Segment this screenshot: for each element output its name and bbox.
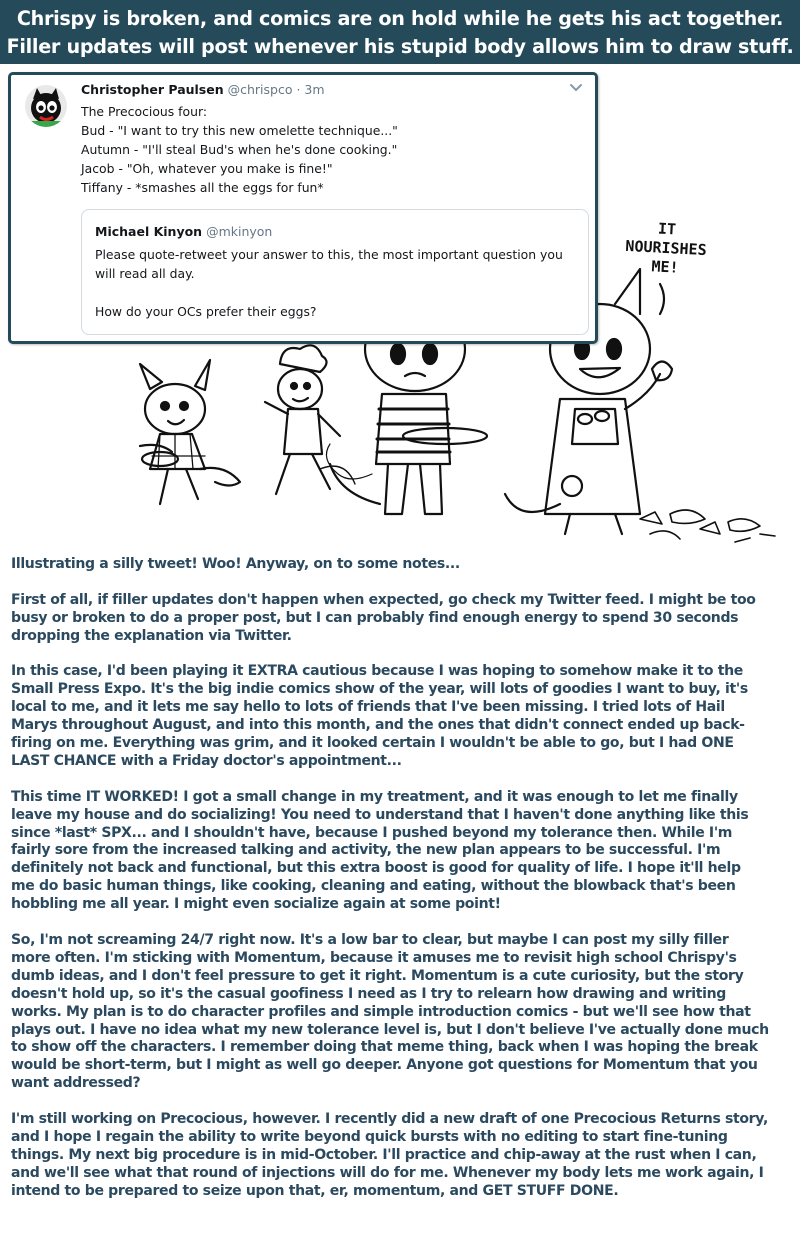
banner-line-2: Filler updates will post whenever his stupid body allows him to draw stuff. xyxy=(6,35,794,58)
text-line: things. My next big procedure is in mid-October. I'll practice and chip-away at the rust when I can, xyxy=(11,1146,757,1163)
blog-post-body xyxy=(11,556,797,1218)
tweet-card xyxy=(8,72,598,344)
paragraph-2 xyxy=(11,592,797,646)
text-line: In this case, I'd been playing it EXTRA cautious because I was hoping to somehow make it to the xyxy=(11,663,743,680)
tweet-author-name[interactable]: Christopher Paulsen xyxy=(81,82,224,97)
quoted-tweet[interactable] xyxy=(81,209,589,335)
text-line: This time IT WORKED! I got a small change in my treatment, and it was enough to let me finally xyxy=(11,788,738,805)
text-line: to show off the characters. I remember doing that meme thing, back when I was hoping the break xyxy=(11,1039,758,1056)
tweet-line: Tiffany - *smashes all the eggs for fun* xyxy=(81,180,324,195)
text-line: hobbling me all year. I might even socialize again at some point! xyxy=(11,896,501,913)
speech-line-1: IT xyxy=(657,219,677,239)
text-line: LAST CHANCE with a Friday doctor's appointment... xyxy=(11,752,402,769)
text-line: I'm still working on Precocious, however. I recently did a new draft of one Precocious Returns story, xyxy=(11,1111,768,1128)
avatar[interactable] xyxy=(25,85,67,127)
text-line: So, I'm not screaming 24/7 right now. It's a low bar to clear, but maybe I can post my silly filler xyxy=(11,931,729,948)
text-line: definitely not back and functional, but this extra boost is good for quality of life. I hope it'll help xyxy=(11,860,741,877)
tweet-line: Jacob - "Oh, whatever you make is fine!" xyxy=(81,161,333,176)
paragraph-1 xyxy=(11,556,797,574)
text-line: intend to be prepared to seize upon that, er, momentum, and GET STUFF DONE. xyxy=(11,1182,619,1199)
text-line: since *last* SPX... and I shouldn't have, because I pushed beyond my tolerance then. While I'm xyxy=(11,824,733,841)
text-line: and I hope I regain the ability to write beyond quick bursts with no editing to start fine-tuning xyxy=(11,1128,728,1145)
quoted-tweet-text xyxy=(95,245,563,321)
text-line: Illustrating a silly tweet! Woo! Anyway, on to some notes... xyxy=(11,556,460,572)
speech-bubble-text xyxy=(605,217,728,280)
text-line: fairly sore from the increased talking and activity, the new plan appears to be successful. I'm xyxy=(11,842,721,859)
tweet-time: · 3m xyxy=(296,82,325,97)
quoted-tweet-header xyxy=(95,224,272,239)
paragraph-4 xyxy=(11,789,797,914)
tweet-line: Bud - "I want to try this new omelette technique..." xyxy=(81,123,398,138)
text-line: local to me, and it lets me say hello to lots of friends that I've been missing. I tried lots of Hail xyxy=(11,699,725,716)
text-line: First of all, if filler updates don't happen when expected, go check my Twitter feed. I might be too xyxy=(11,591,756,608)
quoted-author-handle: @mkinyon xyxy=(206,224,273,239)
speech-line-2: NOURISHES xyxy=(624,236,708,260)
chevron-down-icon[interactable] xyxy=(569,83,583,93)
tweet-header xyxy=(81,82,325,97)
paragraph-3 xyxy=(11,663,797,770)
text-line: plays out. I have no idea what my new tolerance level is, but I don't believe I've actually done much xyxy=(11,1021,769,1038)
quoted-line xyxy=(95,283,563,302)
text-line: and we'll see what that round of injections will do for me. Whenever my body lets me work again, I xyxy=(11,1164,764,1181)
quoted-line: How do your OCs prefer their eggs? xyxy=(95,304,317,319)
tweet-line: The Precocious four: xyxy=(81,104,208,119)
quoted-author-name: Michael Kinyon xyxy=(95,224,203,239)
tweet-author-handle[interactable]: @chrispco xyxy=(227,82,293,97)
text-line: would be short-term, but I might as well go deeper. Anyone got questions for Momentum that you xyxy=(11,1057,758,1074)
tweet-line: Autumn - "I'll steal Bud's when he's done cooking." xyxy=(81,142,398,157)
paragraph-5 xyxy=(11,932,797,1093)
text-line: want addressed? xyxy=(11,1075,141,1092)
tweet-text xyxy=(81,102,398,197)
paragraph-6 xyxy=(11,1111,797,1201)
text-line: doesn't hold up, so it's the casual goofiness I need as I try to relearn how drawing and writing xyxy=(11,985,726,1002)
text-line: dumb ideas, and I don't feel pressure to get it right. Momentum is a cute curiosity, but the story xyxy=(11,967,744,984)
text-line: more often. I'm sticking with Momentum, because it amuses me to revisit high school Chrispy's xyxy=(11,949,737,966)
text-line: leave my house and do socializing! You need to understand that I haven't done anything like this xyxy=(11,806,749,823)
text-line: dropping the explanation via Twitter. xyxy=(11,627,292,644)
text-line: me do basic human things, like cooking, cleaning and eating, without the blowback that's been xyxy=(11,878,736,895)
fox-girl-figure xyxy=(140,360,240,504)
banner-line-1: Chrispy is broken, and comics are on hold while he gets his act together. xyxy=(16,7,784,30)
text-line: Small Press Expo. It's the big indie comics show of the year, will lots of goodies I want to buy, it's xyxy=(11,681,748,698)
text-line: Marys throughout August, and into this month, and the ones that didn't connect ended up back- xyxy=(11,717,745,734)
quoted-line: Please quote-retweet your answer to this, the most important question you xyxy=(95,247,563,262)
chef-kid-figure xyxy=(265,345,355,494)
broken-eggs xyxy=(640,510,775,542)
notice-banner xyxy=(0,0,800,64)
quoted-line: will read all day. xyxy=(95,266,195,281)
text-line: busy or broken to do a proper post, but I can probably find enough energy to spend 30 seconds xyxy=(11,609,739,626)
text-line: works. My plan is to do character profiles and simple introduction comics - but we'll see how that xyxy=(11,1003,751,1020)
speech-line-3: ME! xyxy=(651,257,680,277)
text-line: firing on me. Everything was grim, and it looked certain I wouldn't be able to go, but I had ONE xyxy=(11,735,734,752)
